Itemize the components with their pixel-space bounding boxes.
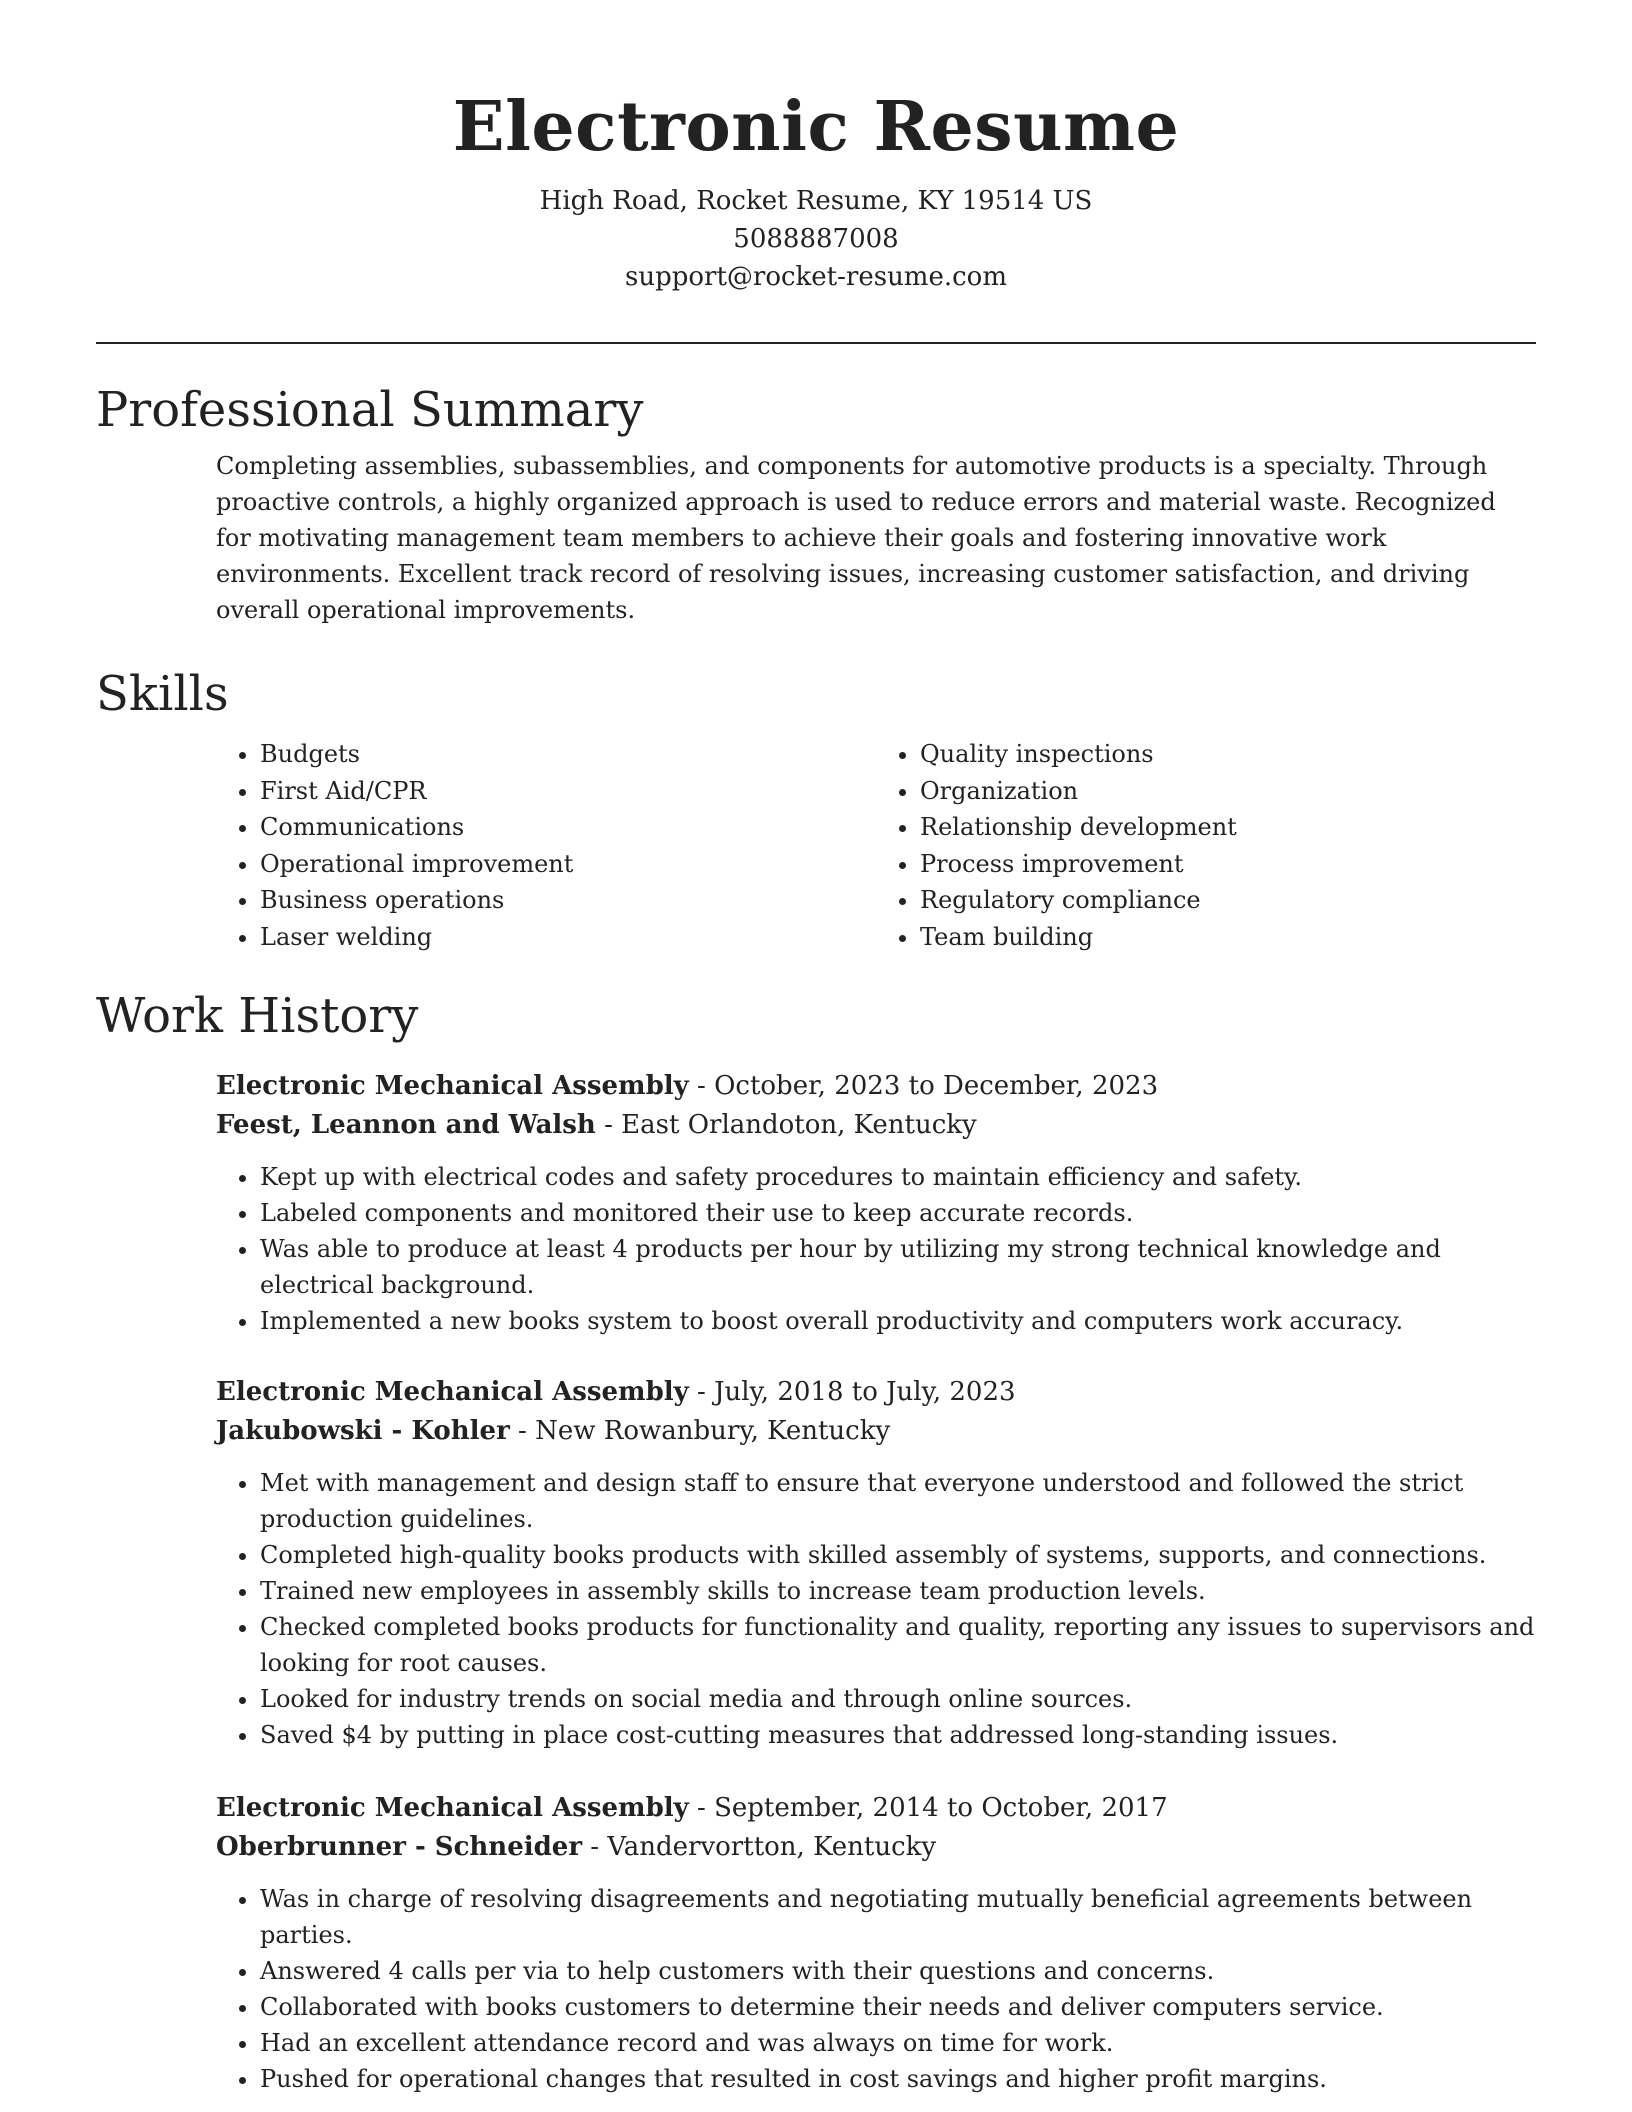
job-location: New Rowanbury, Kentucky <box>535 1416 891 1446</box>
job-bullet: • Had an excellent attendance record and was always on time for work. <box>260 2025 1536 2061</box>
contact-address: High Road, Rocket Resume, KY 19514 US <box>539 186 1093 216</box>
skill-item: • Budgets <box>260 736 876 773</box>
job-bullet: • Labeled components and monitored their use to keep accurate records. <box>260 1195 1536 1231</box>
contact-email: support@rocket-resume.com <box>624 262 1007 292</box>
job-entry <box>96 1067 1536 1339</box>
job-bullet: • Kept up with electrical codes and safety procedures to maintain efficiency and safety. <box>260 1159 1536 1195</box>
skill-item: • Regulatory compliance <box>920 882 1536 919</box>
job-dates: July, 2018 to July, 2023 <box>714 1377 1016 1407</box>
job-title: Electronic Mechanical Assembly <box>216 1793 689 1823</box>
skill-item: • Business operations <box>260 882 876 919</box>
summary-text: Completing assemblies, subassemblies, and components for automotive products is a specialty. Through proactive controls, a highly organized approach is used to reduce errors and material waste. Recognized for motivating management team members to achieve their goals and fostering innovative work environments. Excellent track record of resolving issues, increasing customer satisfaction, and driving overall operational improvements. <box>216 452 1496 624</box>
job-bullet: • Answered 4 calls per via to help customers with their questions and concerns. <box>260 1953 1536 1989</box>
job-bullet: • Trained new employees in assembly skills to increase team production levels. <box>260 1573 1536 1609</box>
resume-name: Electronic Resume <box>452 87 1180 167</box>
job-company: Oberbrunner - Schneider <box>216 1832 583 1862</box>
job-title-line: Electronic Mechanical Assembly - July, 2018 to July, 2023 <box>216 1377 1016 1407</box>
job-bullet: • Was in charge of resolving disagreements and negotiating mutually beneficial agreements between parties. <box>260 1881 1536 1953</box>
job-bullet: • Looked for industry trends on social media and through online sources. <box>260 1681 1536 1717</box>
job-company-line: Jakubowski - Kohler - New Rowanbury, Kentucky <box>216 1416 891 1446</box>
job-company-line: Oberbrunner - Schneider - Vandervortton, Kentucky <box>216 1832 937 1862</box>
job-company: Feest, Leannon and Walsh <box>216 1110 596 1140</box>
work-history-title: Work History <box>96 988 419 1044</box>
resume-header <box>0 82 1632 296</box>
job-dates: October, 2023 to December, 2023 <box>714 1071 1159 1101</box>
skill-item: • Team building <box>920 919 1536 956</box>
job-bullet: • Collaborated with books customers to determine their needs and deliver computers service. <box>260 1989 1536 2025</box>
job-bullets <box>216 1465 1536 1753</box>
job-bullet: • Saved $4 by putting in place cost-cutting measures that addressed long-standing issues. <box>260 1717 1536 1753</box>
job-bullet: • Pushed for operational changes that resulted in cost savings and higher profit margins. <box>260 2061 1536 2097</box>
summary-section <box>96 380 1536 628</box>
skill-item: • Quality inspections <box>920 736 1536 773</box>
skills-title: Skills <box>96 666 229 722</box>
skills-columns <box>216 736 1536 955</box>
header-divider <box>96 342 1536 344</box>
job-entry <box>96 1789 1536 2097</box>
job-bullet: • Checked completed books products for functionality and quality, reporting any issues to supervisors and looking for root causes. <box>260 1609 1536 1681</box>
job-title-line: Electronic Mechanical Assembly - September, 2014 to October, 2017 <box>216 1793 1168 1823</box>
job-title: Electronic Mechanical Assembly <box>216 1071 689 1101</box>
skills-left-column <box>216 736 876 955</box>
job-body <box>216 1067 1536 1339</box>
job-bullets <box>216 1159 1536 1339</box>
job-body <box>216 1373 1536 1753</box>
skills-right-column <box>876 736 1536 955</box>
job-dates: September, 2014 to October, 2017 <box>714 1793 1168 1823</box>
job-location: East Orlandoton, Kentucky <box>621 1110 977 1140</box>
work-history-section <box>96 986 1536 1046</box>
skills-section <box>96 664 1536 955</box>
contact-block <box>0 182 1632 296</box>
job-bullet: • Implemented a new books system to boost overall productivity and computers work accuracy. <box>260 1303 1536 1339</box>
skill-item: • Relationship development <box>920 809 1536 846</box>
job-title: Electronic Mechanical Assembly <box>216 1377 689 1407</box>
job-bullet: • Was able to produce at least 4 products per hour by utilizing my strong technical knowledge and electrical background. <box>260 1231 1536 1303</box>
job-bullet: • Completed high-quality books products with skilled assembly of systems, supports, and connections. <box>260 1537 1536 1573</box>
job-bullet: • Met with management and design staff to ensure that everyone understood and followed the strict production guidelines. <box>260 1465 1536 1537</box>
job-location: Vandervortton, Kentucky <box>607 1832 937 1862</box>
contact-phone: 5088887008 <box>733 224 899 254</box>
skill-item: • Communications <box>260 809 876 846</box>
job-entry <box>96 1373 1536 1753</box>
job-company-line: Feest, Leannon and Walsh - East Orlandoton, Kentucky <box>216 1110 977 1140</box>
skill-item: • Process improvement <box>920 846 1536 883</box>
skill-item: • Laser welding <box>260 919 876 956</box>
job-bullets <box>216 1881 1536 2097</box>
job-title-line: Electronic Mechanical Assembly - October, 2023 to December, 2023 <box>216 1071 1159 1101</box>
job-body <box>216 1789 1536 2097</box>
job-company: Jakubowski - Kohler <box>216 1416 510 1446</box>
skill-item: • Operational improvement <box>260 846 876 883</box>
skill-item: • Organization <box>920 773 1536 810</box>
summary-title: Professional Summary <box>96 382 644 438</box>
skill-item: • First Aid/CPR <box>260 773 876 810</box>
